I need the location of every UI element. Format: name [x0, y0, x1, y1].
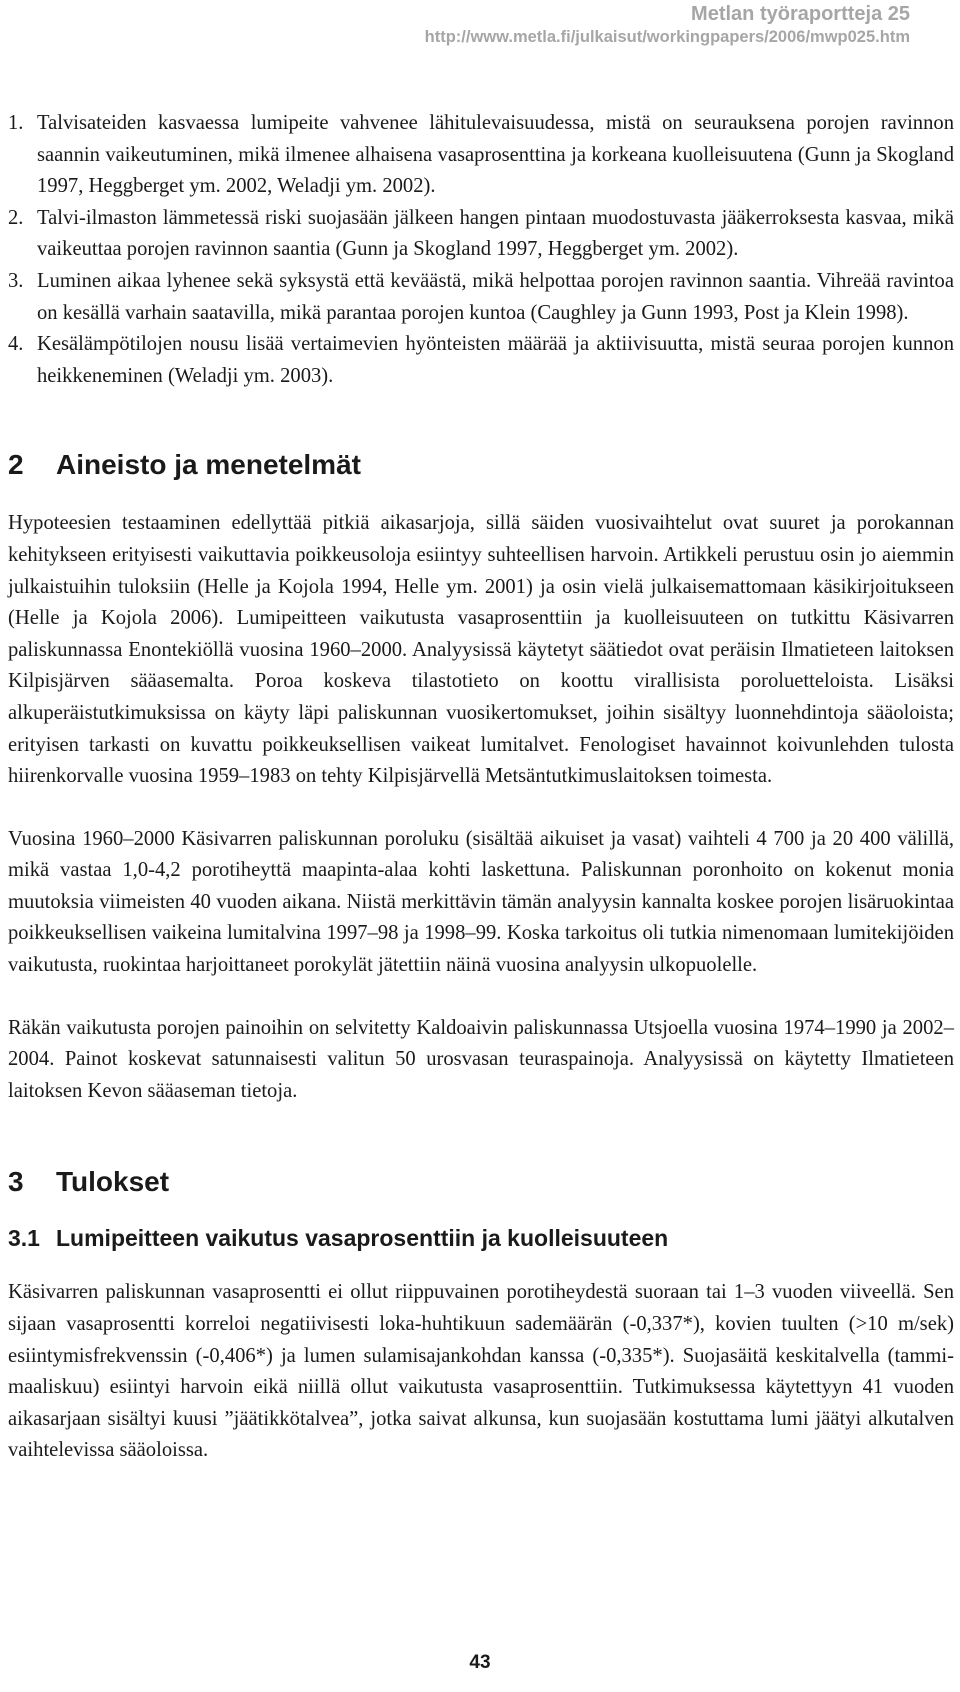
list-item-text: Luminen aikaa lyhenee sekä syksystä että keväästä, mikä helpottaa porojen ravinnon saantia. Vihreää ravintoa on kesällä varhain saatavilla, mikä parantaa porojen kuntoa (Caughley ja Gunn 1993, Post ja Klein 1998). — [37, 269, 954, 324]
list-item-number: 1. — [8, 112, 24, 134]
section-3-1-number: 3.1 — [8, 1225, 40, 1252]
list-item-text: Talvi-ilmaston lämmetessä riski suojasään jälkeen hangen pintaan muodostuvasta jääkerroksesta kasvaa, mikä vaikeuttaa porojen ravinnon saantia (Gunn ja Skogland 1997, Heggberget ym. 2002). — [37, 206, 954, 261]
section-3-heading — [8, 1165, 954, 1199]
list-item-text: Talvisateiden kasvaessa lumipeite vahvenee lähitulevaisuudessa, mistä on seurauksena porojen ravinnon saannin vaikeutuminen, mikä ilmenee alhaisena vasaprosenttina ja korkeana kuolleisuutena (Gunn ja Skogland 1997, Heggberget ym. 2002, Weladji ym. 2002). — [37, 112, 954, 198]
list-item-text: Kesälämpötilojen nousu lisää vertaimevien hyönteisten määrää ja aktiivisuutta, mistä seuraa porojen kunnon heikkeneminen (Weladji ym. 2003). — [37, 333, 954, 387]
list-item — [8, 203, 954, 266]
running-header — [425, 0, 910, 48]
list-item-number: 4. — [8, 333, 24, 356]
list-item — [8, 108, 954, 203]
list-item-number: 2. — [8, 206, 24, 229]
section-3-number: 3 — [8, 1166, 24, 1198]
list-item-number: 3. — [8, 269, 24, 292]
hypothesis-list — [8, 108, 954, 392]
section-2-paragraph-1: Hypoteesien testaaminen edellyttää pitkiä aikasarjoja, sillä säiden vuosivaihtelut ovat suuret ja porokannan kehitykseen erityisesti vaikuttavia poikkeusoloja esiintyy suhteellisen harvoin. Artikkeli perustuu osin jo aiemmin julkaistuihin tuloksiin (Helle ja Kojola 1994, Helle ym. 2001) ja osin vielä julkaisemattomaan käsikirjoitukseen (Helle ja Kojola 2006). Lumipeitteen vaikutusta vasaprosenttiin ja kuolleisuuteen on tutkittu Käsivarren paliskunnassa Enontekiöllä vuosina 1960–2000. Analyysissä käytetyt säätiedot ovat peräisin Ilmatieteen laitoksen Kilpisjärven sääasemalta. Poroa koskeva tilastotieto on koottu virallisista poroluetteloista. Lisäksi alkuperäistutkimuksissa on käyty läpi paliskunnan vuosikertomukset, joihin sisältyy luonnehdintoja sääoloista; erityisen tarkasti on kuvattu poikkeuksellisen vaikeat lumitalvet. Fenologiset havainnot koivunlehden tulosta hiirenkorvalle vuosina 1959–1983 on tehty Kilpisjärvellä Metsäntutkimuslaitoksen toimesta. — [8, 512, 954, 788]
section-3-1-heading — [8, 1223, 954, 1253]
body-content — [8, 108, 954, 1467]
section-3-1-title: Lumipeitteen vaikutus vasaprosenttiin ja kuolleisuuteen — [56, 1225, 669, 1252]
section-2-paragraph-3: Räkän vaikutusta porojen painoihin on selvitetty Kaldoaivin paliskunnassa Utsjoella vuosina 1974–1990 ja 2002–2004. Painot koskevat satunnaisesti valitun 50 urosvasan teuraspainoja. Analyysissä on käytetty Ilmatieteen laitoksen Kevon sääaseman tietoja. — [8, 1016, 954, 1102]
page-number: 43 — [469, 1652, 491, 1673]
list-item — [8, 266, 954, 329]
section-2-heading — [8, 448, 954, 482]
series-title: Metlan työraportteja 25 — [691, 3, 910, 25]
section-3-1-paragraph: Käsivarren paliskunnan vasaprosentti ei ollut riippuvainen porotiheydestä suoraan tai 1–3 vuoden viiveellä. Sen sijaan vasaprosentti korreloi negatiivisesti loka-huhtikuun sademäärän (-0,337*), kovien tuulten (>10 m/sek) esiintymisfrekvenssin (-0,406*) ja lumen sulamisajankohdan kanssa (-0,335*). Suojasäitä keskitalvella (tammi-maaliskuu) esiintyi harvoin eikä niillä ollut vaikutusta vasaprosenttiin. Tutkimuksessa käytettyyn 41 vuoden aikasarjaan sisältyi kuusi ”jäätikkötalvea”, jotka saivat alkunsa, kun suojasään kostuttama lumi jäätyi alkutalven vaihtelevissa sääoloissa. — [8, 1281, 954, 1462]
section-2-number: 2 — [8, 449, 24, 481]
section-2-paragraph-2: Vuosina 1960–2000 Käsivarren paliskunnan poroluku (sisältää aikuiset ja vasat) vaihteli 4 700 ja 20 400 välillä, mikä vastaa 1,0-4,2 porotiheyttä maapinta-alaa kohti laskettuna. Paliskunnan poronhoito on kokenut monia muutoksia viimeisten 40 vuoden aikana. Niistä merkittävin tämän analyysin kannalta koskee porojen lisäruokintaa poikkeuksellisen vaikeina lumitalvina 1997–98 ja 1998–99. Koska tarkoitus oli tutkia nimenomaan lumitekijöiden vaikutusta, ruokintaa harjoittaneet porokylät jätettiin näinä vuosina analyysin ulkopuolelle. — [8, 827, 954, 977]
publication-url[interactable]: http://www.metla.fi/julkaisut/workingpapers/2006/mwp025.htm — [424, 28, 910, 46]
section-3-title: Tulokset — [56, 1166, 170, 1198]
section-2-title: Aineisto ja menetelmät — [56, 449, 361, 481]
list-item — [8, 329, 954, 392]
